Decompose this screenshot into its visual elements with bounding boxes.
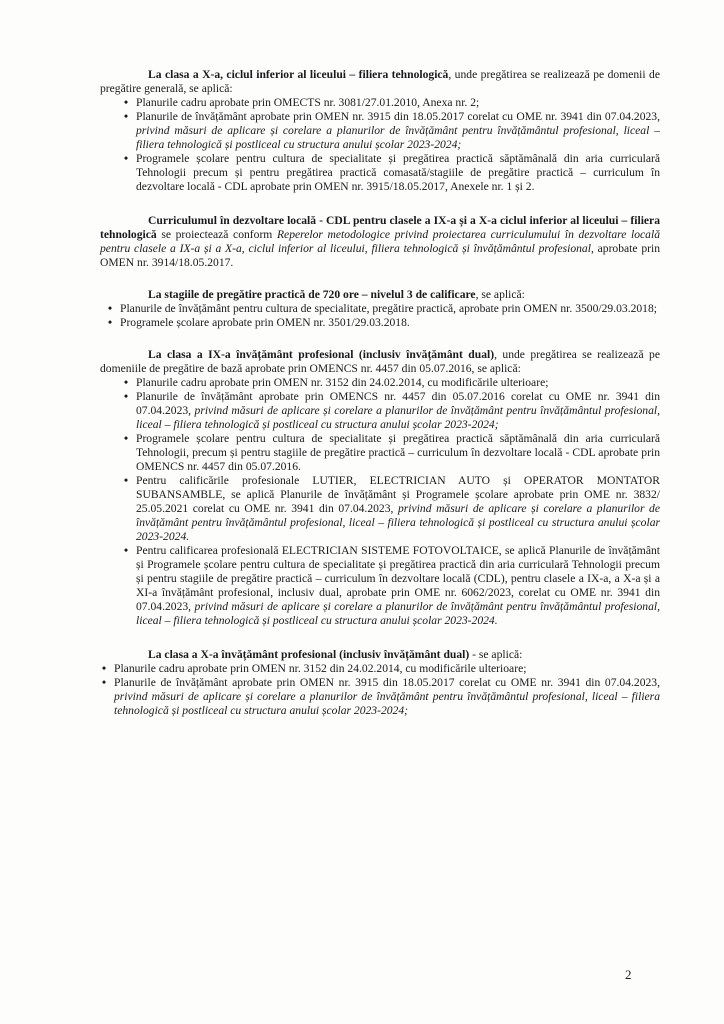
list-item: • Programele școlare aprobate prin OMEN nr. 3501/29.03.2018.	[106, 316, 660, 330]
list-item: • Planurile de învățământ pentru cultura de specialitate, pregătire practică, aprobate prin OMEN nr. 3500/29.03.2018;	[106, 302, 660, 316]
list-item: • Programele școlare pentru cultura de specialitate și pregătirea practică săptămânală din aria curriculară Tehnologii, precum și pentru stagiile de pregătire practică – curriculum în dezvoltare locală - CDL aprobate prin OMENCS nr. 4457 din 05.07.2016.	[122, 432, 660, 474]
section-heading-stagii: La stagiile de pregătire practică de 720 ore – nivelul 3 de calificare, se aplică:	[148, 288, 525, 301]
section-heading-x-profesional: La clasa a X-a învățământ profesional (inclusiv învățământ dual) - se aplică:	[148, 648, 523, 661]
list-item: • Planurile cadru aprobate prin OMEN nr. 3152 din 24.02.2014, cu modificările ulterioare;	[122, 376, 660, 390]
list-item: • Pentru calificarea profesională ELECTRICIAN SISTEME FOTOVOLTAICE, se aplică Planurile de învățământ și Programele școlare pentru cultura de specialitate și pregătirea practică din aria curriculară Tehnologii precum și pentru stagiile de pregătire practică – curriculum în dezvoltare locală (CDL), pentru clasele a IX-a, a X-a și a XI-a învățământ profesional, inclusiv dual, aprobate prin OME nr. 6062/2023, corelat cu OME nr. 3941 din 07.04.2023, privind măsuri de aplicare și corelare a planurilor de învățământ pentru învățământul profesional, liceal – filiera tehnologică și postliceal cu structura anului școlar 2023-2024.	[122, 544, 660, 628]
page-number: 2	[625, 967, 632, 982]
bullet-list-x-profesional	[100, 662, 660, 718]
list-item: • Pentru calificările profesionale LUTIER, ELECTRICIAN AUTO și OPERATOR MONTATOR SUBANSAMBLE, se aplică Planurile de învățământ și Programele școlare aprobate prin OME nr. 3832/ 25.05.2021 corelat cu OME nr. 3941 din 07.04.2023, privind măsuri de aplicare și corelare a planurilor de învățământ pentru învățământul profesional, liceal – filiera tehnologică și postliceal cu structura anului școlar 2023-2024.	[122, 474, 660, 544]
section-heading-ix-profesional: La clasa a IX-a învățământ profesional (inclusiv învățământ dual), unde pregătirea se realizează pe domeniile de pregătire de bază aprobate prin OMENCS nr. 4457 din 05.07.2016, se aplică:	[100, 348, 660, 375]
bullet-list-x-liceu	[122, 96, 660, 194]
cdl-paragraph: Curriculumul în dezvoltare locală - CDL pentru clasele a IX-a și a X-a ciclul inferior al liceului – filiera tehnologică se proiectează conform Reperelor metodologice privind proiectarea curriculumului în dezvoltare locală pentru clasele a IX-a și a X-a, ciclul inferior al liceului, filiera tehnologică și învățământul profesional, aprobate prin OMEN nr. 3914/18.05.2017.	[100, 214, 660, 269]
section-heading-x-liceu: La clasa a X-a, ciclul inferior al liceului – filiera tehnologică, unde pregătirea se realizează pe domenii de pregătire generală, se aplică:	[100, 68, 660, 95]
list-item: • Planurile de învățământ aprobate prin OMENCS nr. 4457 din 05.07.2016 corelat cu OME nr. 3941 din 07.04.2023, privind măsuri de aplicare și corelare a planurilor de învățământ pentru învățământul profesional, liceal – filiera tehnologică și postliceal cu structura anului școlar 2023-2024;	[122, 390, 660, 432]
page-content	[100, 68, 660, 718]
list-item: • Programele școlare pentru cultura de specialitate și pregătirea practică săptămânală din aria curriculară Tehnologii precum și pentru pregătirea practică comasată/stagiile de pregătire practică – curriculum în dezvoltare locală - CDL aprobate prin OMEN nr. 3915/18.05.2017, Anexele nr. 1 și 2.	[122, 152, 660, 194]
list-item: • Planurile de învățământ aprobate prin OMEN nr. 3915 din 18.05.2017 corelat cu OME nr. 3941 din 07.04.2023, privind măsuri de aplicare și corelare a planurilor de învățământ pentru învățământul profesional, liceal – filiera tehnologică și postliceal cu structura anului școlar 2023-2024;	[100, 676, 660, 718]
bullet-list-ix-profesional	[122, 376, 660, 628]
list-item: • Planurile de învățământ aprobate prin OMEN nr. 3915 din 18.05.2017 corelat cu OME nr. 3941 din 07.04.2023, privind măsuri de aplicare și corelare a planurilor de învățământ pentru învățământul profesional, liceal – filiera tehnologică și postliceal cu structura anului școlar 2023-2024;	[122, 110, 660, 152]
list-item: • Planurile cadru aprobate prin OMECTS nr. 3081/27.01.2010, Anexa nr. 2;	[122, 96, 660, 110]
list-item: • Planurile cadru aprobate prin OMEN nr. 3152 din 24.02.2014, cu modificările ulterioare;	[100, 662, 660, 676]
bullet-list-stagii	[106, 302, 660, 330]
